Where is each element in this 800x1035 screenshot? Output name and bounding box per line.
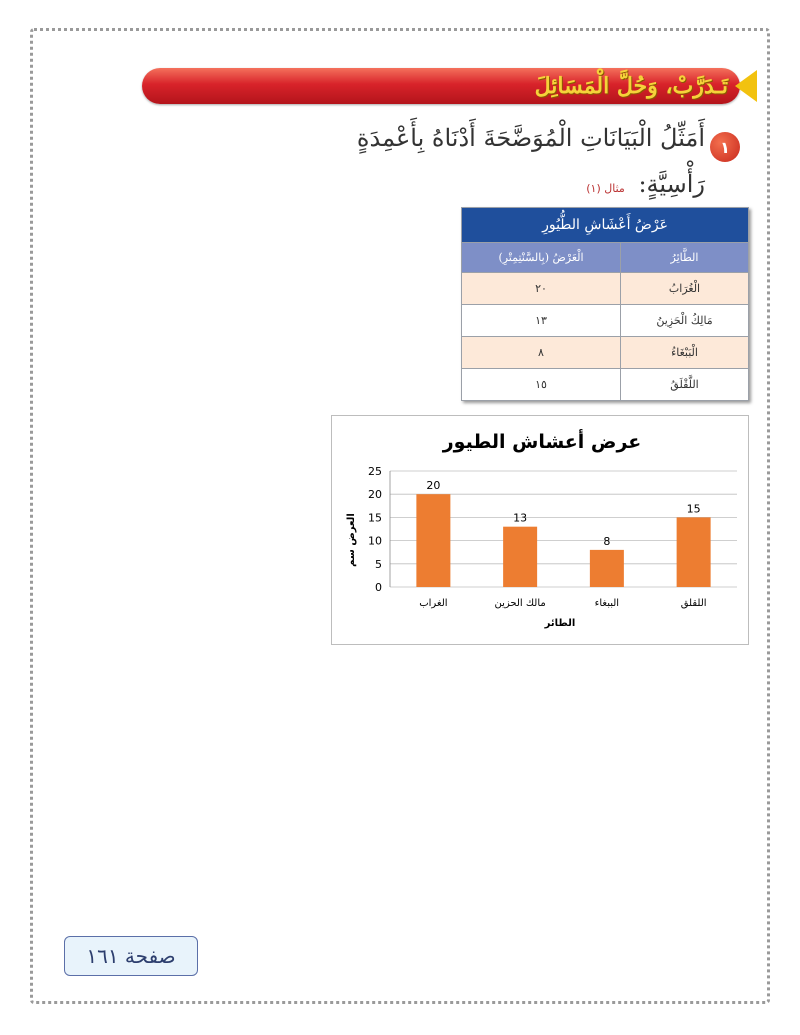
chart-bar [416, 494, 450, 587]
chart-bar [677, 517, 711, 587]
table-cell-width: ١٣ [462, 305, 621, 337]
table-cell-width: ٢٠ [462, 273, 621, 305]
bird-nests-table [461, 207, 749, 401]
chart-y-tick-label: 10 [368, 534, 382, 548]
page-number-tab: صفحة ١٦١ [64, 936, 198, 976]
chart-data-label: 20 [426, 479, 441, 493]
chart-y-tick-label: 25 [368, 465, 382, 478]
table-cell-bird: اللَّقْلَقُ [621, 369, 749, 401]
chart-x-tick-label: مالك الحزين [494, 598, 546, 609]
chart-y-tick-label: 5 [375, 557, 382, 571]
table-row [462, 305, 749, 337]
table-cell-bird: الْبَبْغَاءُ [621, 337, 749, 369]
example-reference: مثال (١) [586, 182, 625, 195]
banner-arrow-icon [735, 70, 757, 102]
chart-canvas [332, 416, 750, 646]
chart-x-axis-label: الطائر [544, 618, 576, 629]
chart-title: عرض أعشاش الطيور [442, 431, 642, 453]
chart-x-tick-label: اللقلق [680, 598, 707, 609]
table-header-bird: الطَّائِرُ [621, 243, 749, 273]
table-title: عَرْضُ أَعْشَاشِ الطُّيُورِ [462, 208, 749, 243]
chart-x-tick-label: الببغاء [594, 598, 620, 609]
chart-y-tick-label: 15 [368, 511, 382, 525]
chart-y-tick-label: 0 [375, 581, 382, 594]
chart-x-ticks [419, 598, 706, 609]
chart-data-label: 13 [513, 511, 528, 525]
chart-bar [503, 527, 537, 587]
table-cell-width: ١٥ [462, 369, 621, 401]
chart-y-ticks [368, 465, 382, 594]
table-row [462, 337, 749, 369]
question-text-line1: أَمَثِّلُ الْبَيَانَاتِ الْمُوَضَّحَةَ أَدْنَاهُ بِأَعْمِدَةٍ [356, 124, 705, 152]
table-cell-bird: الْغُرَابُ [621, 273, 749, 305]
table-row [462, 369, 749, 401]
table-cell-bird: مَالِكُ الْحَزِينُ [621, 305, 749, 337]
chart-x-tick-label: الغراب [419, 598, 448, 609]
table-cell-width: ٨ [462, 337, 621, 369]
question-text-line2 [586, 170, 705, 198]
chart-data-labels [426, 479, 700, 548]
chart-data-label: 8 [603, 534, 611, 548]
table-row [462, 273, 749, 305]
question-number-badge: ١ [710, 132, 740, 162]
question-text-line2-words: رَأْسِيَّةٍ: [638, 170, 705, 198]
chart-bar [590, 550, 624, 587]
section-title: تَـدَرَّبْ، وَحُلَّ الْمَسَائِلَ [534, 73, 728, 99]
chart-data-label: 15 [686, 502, 701, 516]
bar-chart [331, 415, 749, 645]
chart-y-axis-label: العرض سم [346, 513, 357, 567]
chart-y-tick-label: 20 [368, 488, 382, 502]
table-header-width: الْعَرْضُ (بِالسَّنْتِمِتْرِ) [462, 243, 621, 273]
